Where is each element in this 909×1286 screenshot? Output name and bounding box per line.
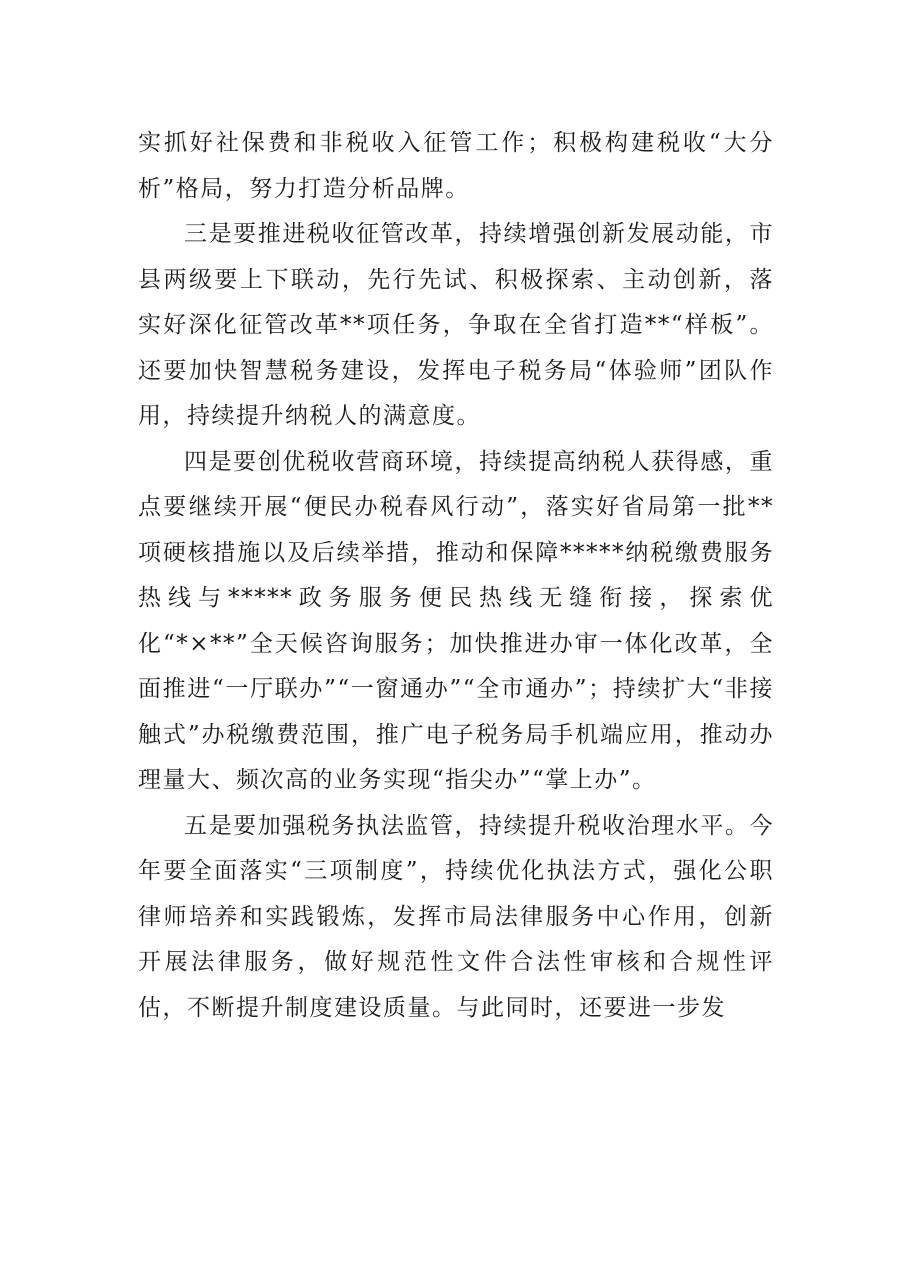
paragraph-tax-reform: 三是要推进税收征管改革，持续增强创新发展动能，市县两级要上下联动，先行先试、积极探索、主动创新，落实好深化征管改革**项任务，争取在全省打造**“样板”。还要加快智慧税务建设，发挥电子税务局“体验师”团队作用，持续提升纳税人的满意度。 [138, 221, 774, 429]
paragraph-continuation: 实抓好社保费和非税收入征管工作；积极构建税收“大分析”格局，努力打造分析品牌。 [138, 130, 774, 202]
paragraph-law-enforcement: 五是要加强税务执法监管，持续提升税收治理水平。今年要全面落实“三项制度”，持续优化执法方式，强化公职律师培养和实践锻炼，发挥市局法律服务中心作用，创新开展法律服务，做好规范性文件合法性审核和合规性评估，不断提升制度建设质量。与此同时，还要进一步发 [138, 812, 774, 1021]
paragraph-business-environment: 四是要创优税收营商环境，持续提高纳税人获得感，重点要继续开展“便民办税春风行动”，落实好省局第一批**项硬核措施以及后续举措，推动和保障*****纳税缴费服务热线与*****政务服务便民热线无缝衔接，探索优化“*×**”全天候咨询服务；加快推进办审一体化改革，全面推进“一厅联办”“一窗通办”“全市通办”；持续扩大“非接触式”办税缴费范围，推广电子税务局手机端应用，推动办理量大、频次高的业务实现“指尖办”“掌上办”。 [138, 448, 774, 793]
document-body [138, 121, 774, 1031]
